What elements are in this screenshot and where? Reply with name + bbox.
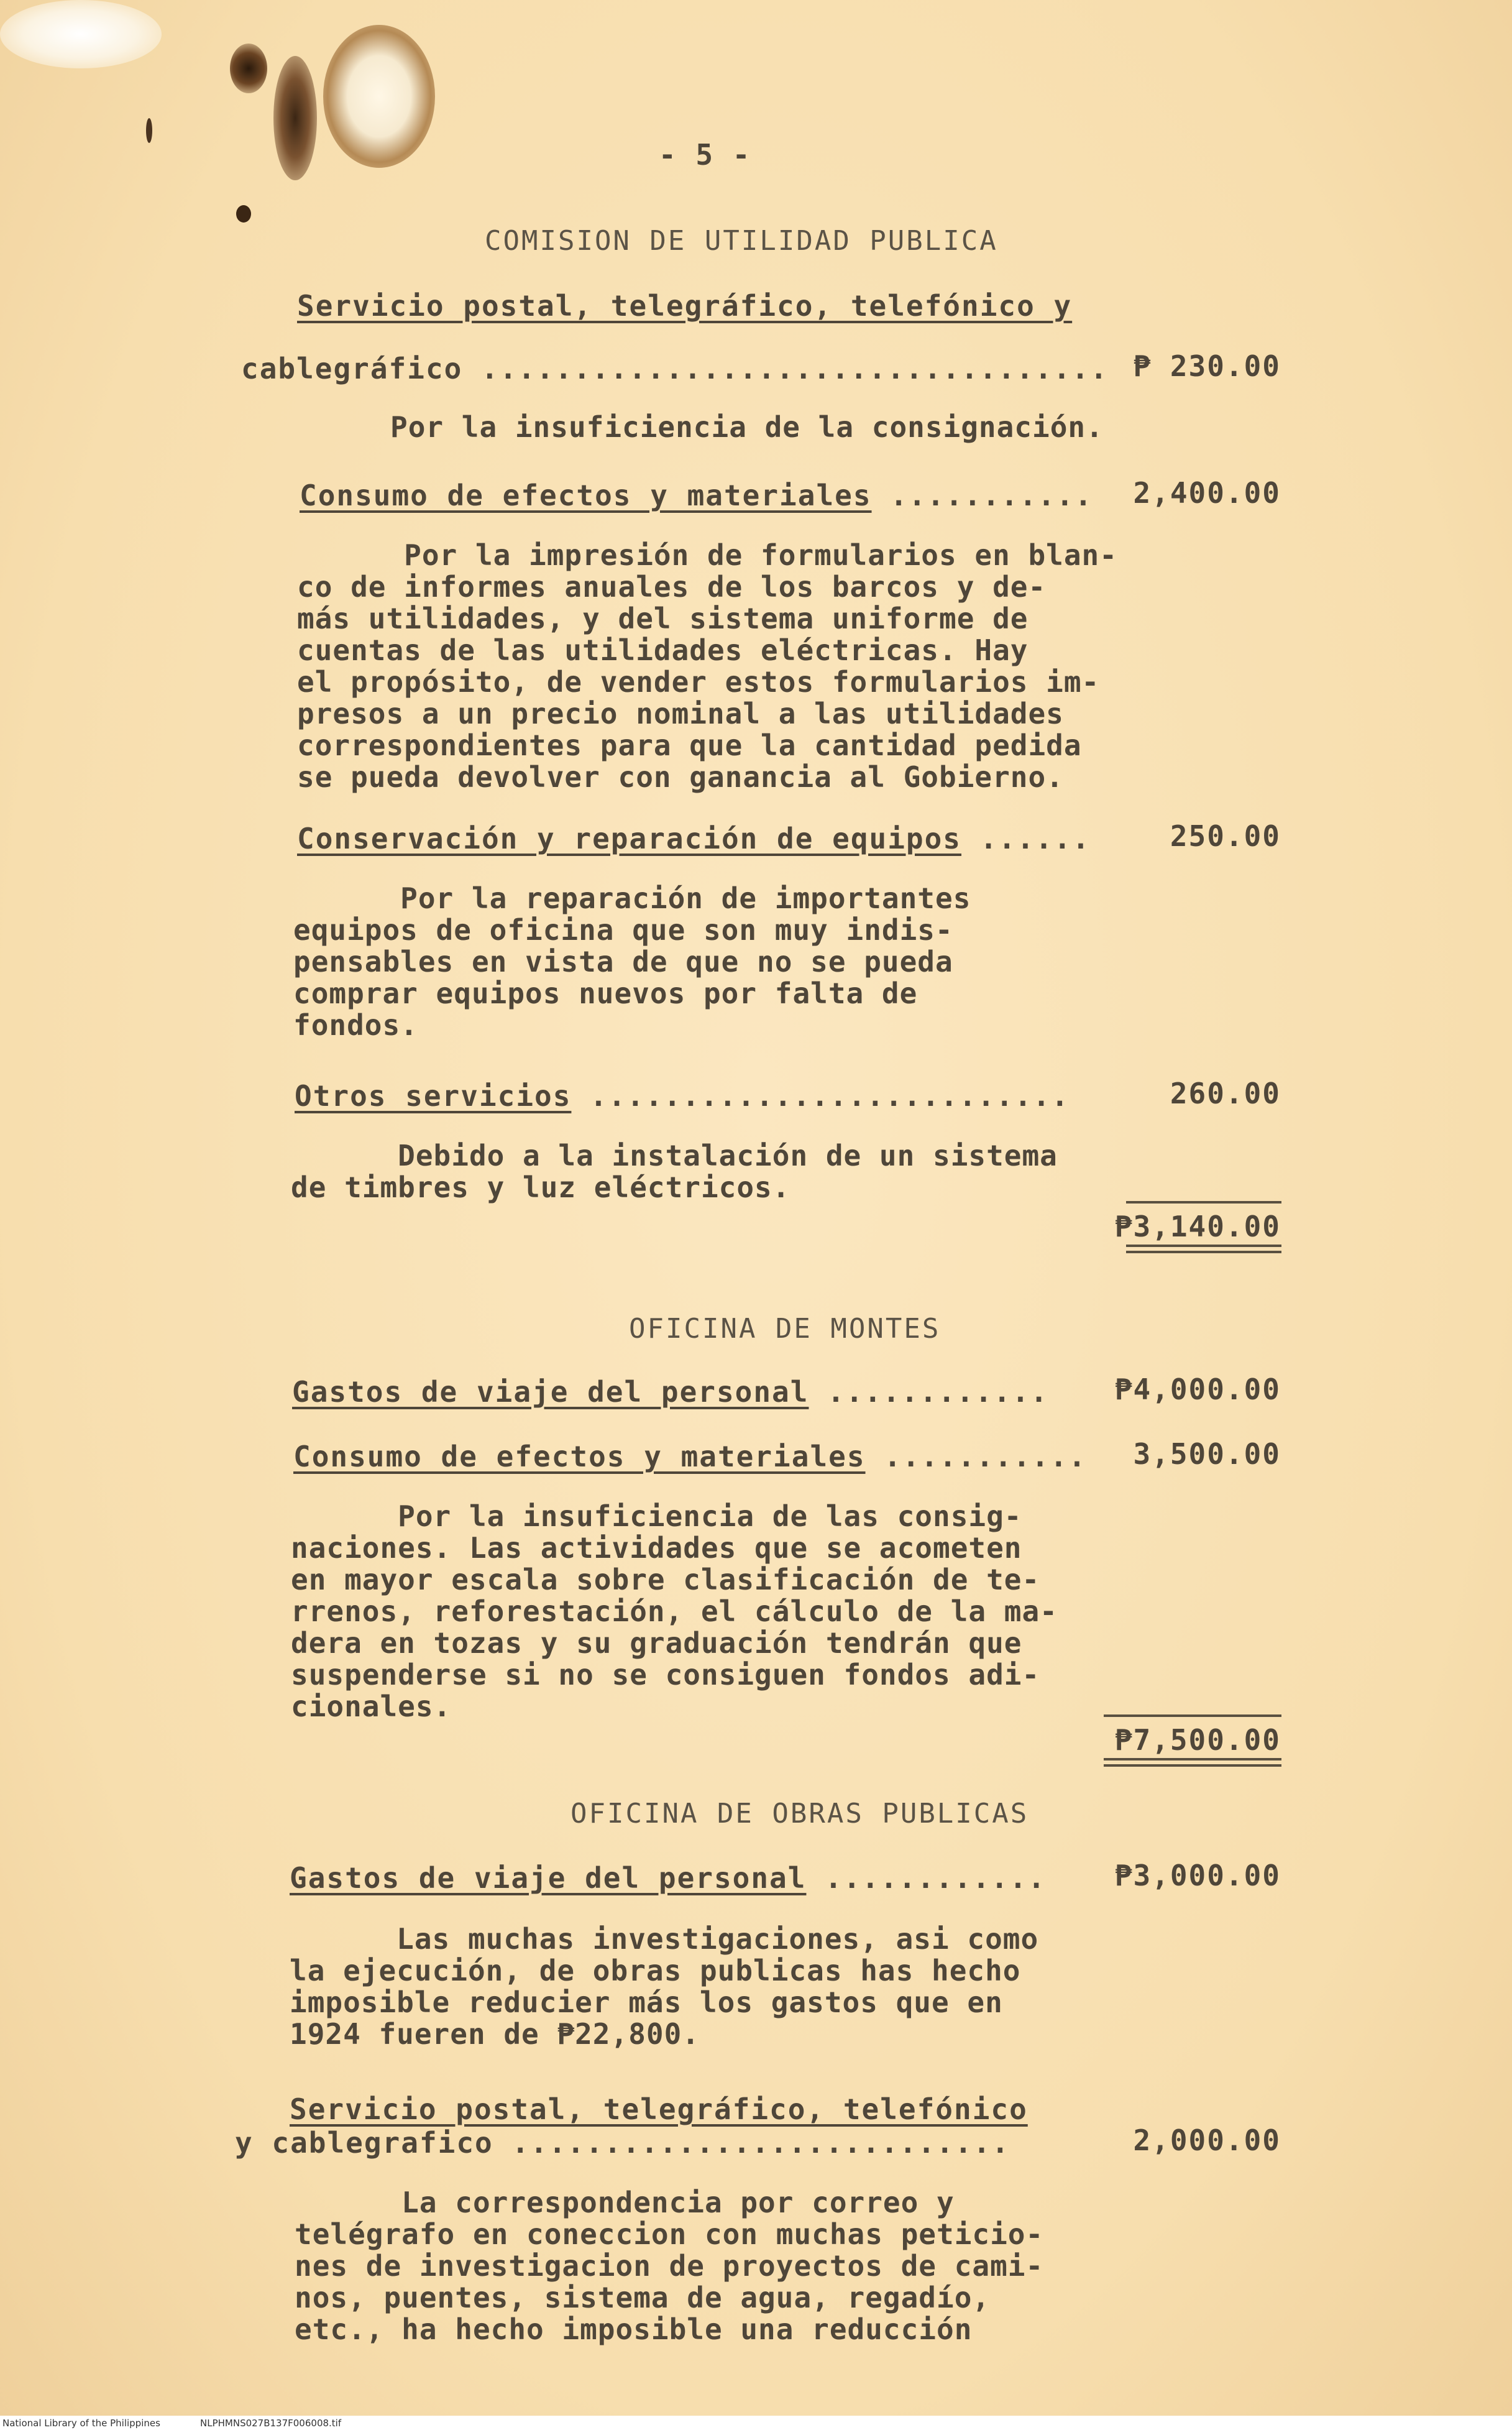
comision-item1-label-line2: cablegráfico [241,352,463,385]
burn-mark [323,25,435,168]
leader-dots: .......................... [571,1079,1070,1113]
obras-item2-amount: 2,000.00 [1133,2124,1281,2157]
burn-mark [236,205,251,223]
burn-mark [230,44,267,93]
obras-item1-amount: ₱3,000.00 [1114,1859,1281,1892]
comision-item3-line [297,822,1091,855]
comision-item4-label: Otros servicios [295,1079,572,1113]
leader-dots: .................................. [462,352,1109,385]
obras-item1-label: Gastos de viaje del personal [290,1861,807,1895]
obras-item1-line [290,1861,1046,1895]
comision-total: ₱3,140.00 [1114,1210,1281,1243]
montes-item2-label: Consumo de efectos y materiales [293,1440,866,1473]
obras-item2-label-line2: cablegrafico [272,2126,493,2160]
montes-item1-label: Gastos de viaje del personal [292,1375,809,1409]
leader-dots: ........................... [493,2126,1010,2160]
section-title-comision: COMISION DE UTILIDAD PUBLICA [485,225,998,257]
comision-item1-note: Por la insuficiencia de la consignación. [390,410,1104,444]
montes-item1-line [292,1375,1048,1409]
total-rule-bottom [1126,1245,1281,1247]
montes-item2-amount: 3,500.00 [1133,1437,1281,1471]
comision-item2-amount: 2,400.00 [1133,476,1281,510]
footer-filename: NLPHMNS027B137F006008.tif [200,2418,342,2429]
burn-mark [146,118,152,143]
comision-item3-note: Por la reparación de importantes equipos de oficina que son muy indis- pensables en vista de que no se pueda comprar equipos nuevos por falta de fondos. [293,881,971,1042]
burn-mark [0,0,162,68]
comision-item3-label: Conservación y reparación de equipos [297,822,961,855]
total-rule-bottom [1104,1758,1281,1760]
page-number: - 5 - [659,138,751,172]
comision-item4-note: Debido a la instalación de un sistema de timbres y luz eléctricos. [291,1139,1058,1204]
footer-library: National Library of the Philippines [2,2418,160,2429]
total-rule-top [1126,1201,1281,1203]
comision-item2-note: Por la impresión de formularios en blan- co de informes anuales de los barcos y de- más utilidades, y del sistema uniforme de cuentas de las utilidades eléctricas. Hay el propósito, de vender estos formularios im- presos a un precio nominal a las utilidades correspondientes para que la cantidad pedida se pueda devolver con ganancia al Gobierno. [297,538,1117,794]
montes-item2-line [293,1440,1087,1473]
total-rule-bottom [1126,1251,1281,1253]
leader-dots: ........... [865,1440,1087,1473]
section-title-montes: OFICINA DE MONTES [629,1313,941,1345]
comision-item1-amount: ₱ 230.00 [1133,349,1281,383]
leader-dots: ...... [961,822,1091,855]
obras-item2-line2 [235,2126,1010,2160]
burn-mark [273,56,317,180]
total-rule-bottom [1104,1764,1281,1767]
leader-dots: ............ [809,1375,1049,1409]
comision-item4-amount: 260.00 [1170,1077,1281,1110]
montes-total: ₱7,500.00 [1114,1723,1281,1757]
montes-item2-note: Por la insuficiencia de las consig- naciones. Las actividades que se acometen en mayor escala sobre clasificación de te- rrenos, reforestación, el cálculo de la ma- dera en tozas y su graduación tendrán que suspenderse si no se consiguen fondos adi- cionales. [291,1499,1058,1723]
total-rule-top [1104,1714,1281,1717]
leader-dots: ............ [806,1861,1047,1895]
comision-item3-amount: 250.00 [1170,819,1281,853]
obras-item2-note: La correspondencia por correo y telégrafo en coneccion con muchas peticio- nes de investigacion de proyectos de cami- nos, puentes, sistema de agua, regadío, etc., ha hecho imposible una reducción [295,2186,1044,2346]
obras-item2-label-line1: Servicio postal, telegráfico, telefónico [290,2092,1028,2126]
comision-item4-line [295,1079,1070,1113]
leader-dots: ........... [871,479,1093,512]
obras-item1-note: Las muchas investigaciones, asi como la ejecución, de obras publicas has hecho imposible reducier más los gastos que en 1924 fueren de ₱22,800. [290,1922,1039,2051]
comision-item2-label: Consumo de efectos y materiales [300,479,872,512]
obras-item2-prefix: y [235,2126,272,2160]
comision-item2-line [300,479,1093,512]
comision-item1-label-line1: Servicio postal, telegráfico, telefónico y [297,289,1073,323]
section-title-obras: OFICINA DE OBRAS PUBLICAS [570,1798,1029,1829]
montes-item1-amount: ₱4,000.00 [1114,1373,1281,1406]
comision-item1-line2 [241,352,1109,385]
